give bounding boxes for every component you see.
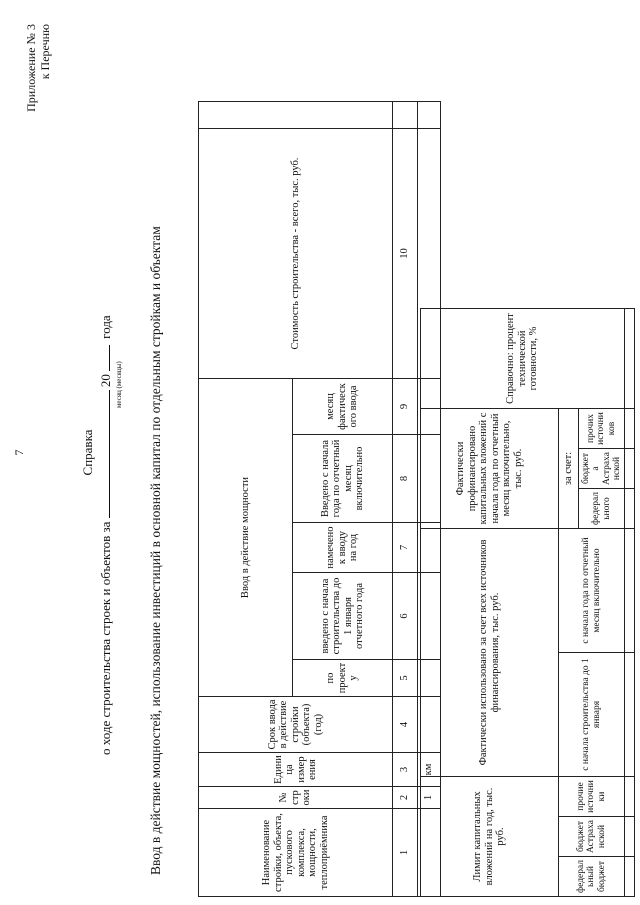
header-of-which: за счет: xyxy=(559,409,579,529)
col-number-5: 5 xyxy=(393,660,418,697)
cell-used-since-year xyxy=(625,529,635,653)
data-row-number: 1 xyxy=(418,787,441,809)
col-number-extra xyxy=(393,102,418,129)
header-financed: Фактически профинансировано капитальных вложений с начала года по отчетный месяц включительно, тыс. руб. xyxy=(421,409,559,529)
header-used-since-year: с начала года по отчетный месяц включительно xyxy=(559,529,625,653)
investments-table xyxy=(420,308,635,897)
header-row-number: № строки xyxy=(199,787,393,809)
header-actual-month: месяц фактического ввода xyxy=(293,379,393,435)
cell-fin-other xyxy=(625,409,635,449)
header-fin-federal: федерального xyxy=(579,489,625,529)
cell-limit-astrakhan xyxy=(625,817,635,857)
cell-limit-other xyxy=(625,777,635,817)
document-title: Справка xyxy=(80,429,95,476)
month-blank xyxy=(97,390,110,518)
header-cost: Стоимость строительства - всего, тыс. руб. xyxy=(199,129,393,379)
header-fin-other: прочих источников xyxy=(579,409,625,449)
annex-label xyxy=(24,24,52,112)
cell-used-since-start xyxy=(625,653,635,777)
col-number-3: 3 xyxy=(393,753,418,787)
header-object-name: Наименование стройки, объекта, пускового комплекса, мощности, теплоприёмника xyxy=(199,809,393,897)
header-introduced-year: Введено с начала года по отчетный месяц включительно xyxy=(293,435,393,523)
header-limit: Лимит капитальных вложений на год, тыс. руб. xyxy=(421,777,559,897)
header-unit: Единица измерения xyxy=(199,753,393,787)
data-extra xyxy=(418,102,441,129)
cell-fin-astrakhan xyxy=(625,449,635,489)
data-unit: км xyxy=(418,753,441,787)
annex-line-1: Приложение № 3 xyxy=(24,24,38,112)
page-number: 7 xyxy=(12,449,26,456)
header-deadline: Срок ввода в действие стройки (объекта) (год) xyxy=(199,697,393,753)
month-hint: месяц (месяцы) xyxy=(115,361,123,408)
header-used: Фактически использовано за счет всех источников финансирования, тыс. руб. xyxy=(421,529,559,777)
col-number-10: 10 xyxy=(393,129,418,379)
section-heading: Ввод в действие мощностей, использование инвестиций в основной капитал по отдельным стройкам и объектам xyxy=(148,226,163,875)
header-limit-other: прочие источники xyxy=(559,777,625,817)
annex-line-2: к Перечню xyxy=(38,24,52,80)
header-extra xyxy=(199,102,393,129)
col-number-8: 8 xyxy=(393,435,418,523)
col-number-9: 9 xyxy=(393,379,418,435)
year-blank xyxy=(97,345,110,371)
header-readiness: Справочно: процент технической готовности, % xyxy=(421,309,625,409)
col-number-4: 4 xyxy=(393,697,418,753)
header-planned-year: намечено к вводу на год xyxy=(293,523,393,573)
col-number-2: 2 xyxy=(393,787,418,809)
header-used-since-start: с начала строительства до 1 января xyxy=(559,653,625,777)
header-commissioning-group: Ввод в действие мощности xyxy=(199,379,293,697)
subtitle-text: о ходе строительства строек и объектов за xyxy=(98,521,113,755)
header-introduced-start: введено с начала строительства до 1 января отчетного года xyxy=(293,573,393,660)
year-prefix: 20 xyxy=(98,374,113,388)
document-subtitle xyxy=(97,315,114,755)
cell-limit-federal xyxy=(625,857,635,897)
cell-fin-federal xyxy=(625,489,635,529)
year-word: года xyxy=(98,315,113,339)
cell-readiness xyxy=(625,309,635,409)
header-fin-astrakhan: бюджета Астраханской xyxy=(579,449,625,489)
col-number-6: 6 xyxy=(393,573,418,660)
col-number-1: 1 xyxy=(393,809,418,897)
header-limit-astrakhan: бюджет Астраханской xyxy=(559,817,625,857)
header-limit-federal: федеральный бюджет xyxy=(559,857,625,897)
commissioning-table xyxy=(198,101,441,897)
col-number-7: 7 xyxy=(393,523,418,573)
header-by-project: по проекту xyxy=(293,660,393,697)
